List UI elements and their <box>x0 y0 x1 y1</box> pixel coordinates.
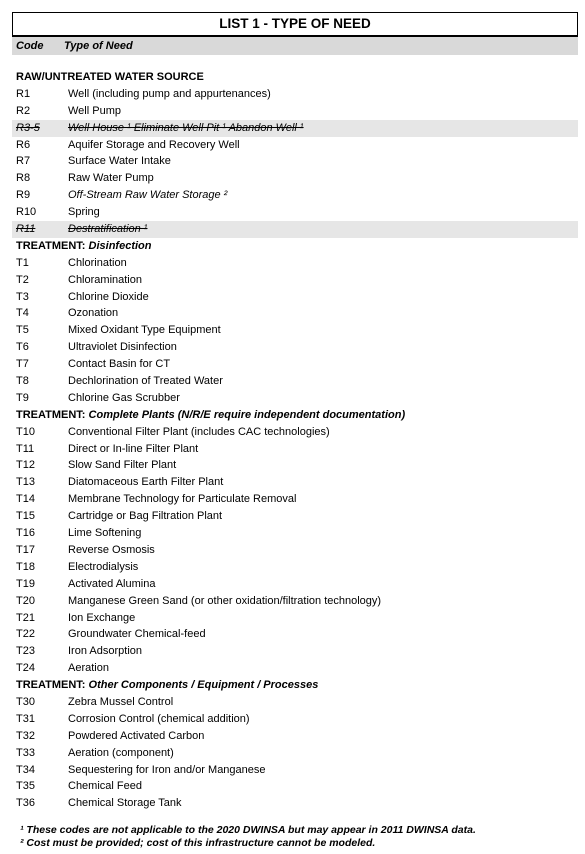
list-item <box>12 86 578 103</box>
item-code: T31 <box>16 712 35 725</box>
item-code: R7 <box>16 155 31 168</box>
list-item <box>12 120 578 137</box>
item-description: Raw Water Pump <box>68 172 154 185</box>
item-code: T36 <box>16 797 35 810</box>
list-item <box>12 643 578 660</box>
item-code: T8 <box>16 375 29 388</box>
list-item <box>12 745 578 762</box>
list-item <box>12 103 578 120</box>
item-description: Manganese Green Sand (or other oxidation/filtration technology) <box>68 594 382 607</box>
item-code: T30 <box>16 695 35 708</box>
item-code: T4 <box>16 307 29 320</box>
list-item <box>12 728 578 745</box>
item-description: Groundwater Chemical-feed <box>68 628 206 641</box>
section-header <box>12 238 578 255</box>
item-description: Chlorine Gas Scrubber <box>68 391 180 404</box>
item-code: T7 <box>16 358 29 371</box>
list-item <box>12 542 578 559</box>
list-item <box>12 170 578 187</box>
item-code: T34 <box>16 763 35 776</box>
item-code: T33 <box>16 746 35 759</box>
section-label: TREATMENT: <box>16 239 86 252</box>
section-header <box>12 69 578 86</box>
item-code: T32 <box>16 729 35 742</box>
section-subtitle: Other Components / Equipment / Processes <box>88 679 319 692</box>
item-description: Aeration <box>68 662 109 675</box>
list-item <box>12 474 578 491</box>
section-label: TREATMENT: <box>16 679 86 692</box>
item-code: T15 <box>16 510 35 523</box>
item-description: Diatomaceous Earth Filter Plant <box>68 476 224 489</box>
column-header-row <box>12 37 578 55</box>
item-description: Aeration (component) <box>68 746 174 759</box>
section-label: TREATMENT: <box>16 408 86 421</box>
item-description: Chlorination <box>68 256 127 269</box>
list-item <box>12 187 578 204</box>
item-description: Corrosion Control (chemical addition) <box>68 712 250 725</box>
item-code: T23 <box>16 645 35 658</box>
list-item <box>12 221 578 238</box>
item-description: Chloramination <box>68 273 142 286</box>
list-item <box>12 390 578 407</box>
column-header-type: Type of Need <box>64 40 133 52</box>
section-label: RAW/UNTREATED WATER SOURCE <box>16 71 204 83</box>
item-description: Chlorine Dioxide <box>68 290 149 303</box>
item-description: Destratification ¹ <box>68 223 148 236</box>
item-code: T22 <box>16 628 35 641</box>
item-code: T35 <box>16 780 35 793</box>
item-code: T18 <box>16 560 35 573</box>
item-description: Iron Adsorption <box>68 645 142 658</box>
item-description: Well (including pump and appurtenances) <box>68 87 271 100</box>
item-description: Reverse Osmosis <box>68 543 155 556</box>
item-code: T16 <box>16 527 35 540</box>
list-item <box>12 373 578 390</box>
section-header <box>12 677 578 694</box>
item-code: T3 <box>16 290 29 303</box>
list-item <box>12 778 578 795</box>
need-list <box>12 69 578 812</box>
item-code: T20 <box>16 594 35 607</box>
column-header-code: Code <box>16 40 44 52</box>
section-subtitle: Complete Plants (N/R/E require independent documentation) <box>88 408 406 421</box>
spacer <box>12 55 578 69</box>
item-description: Contact Basin for CT <box>68 358 171 371</box>
item-description: Chemical Storage Tank <box>68 797 182 810</box>
item-code: T19 <box>16 577 35 590</box>
list-item <box>12 305 578 322</box>
item-description: Off-Stream Raw Water Storage ² <box>68 189 228 202</box>
item-code: T11 <box>16 442 35 455</box>
list-item <box>12 660 578 677</box>
item-code: T10 <box>16 425 35 438</box>
footnote-1: ¹ These codes are not applicable to the 2020 DWINSA but may appear in 2011 DWINSA data. <box>20 824 476 837</box>
item-code: T6 <box>16 341 29 354</box>
item-description: Chemical Feed <box>68 780 142 793</box>
list-item <box>12 762 578 779</box>
item-code: R3-5 <box>16 121 40 134</box>
item-description: Mixed Oxidant Type Equipment <box>68 324 221 337</box>
list-item <box>12 204 578 221</box>
list-item <box>12 593 578 610</box>
list-title: LIST 1 - TYPE OF NEED <box>12 12 578 37</box>
item-description: Cartridge or Bag Filtration Plant <box>68 510 223 523</box>
item-description: Dechlorination of Treated Water <box>68 375 223 388</box>
item-code: R1 <box>16 87 31 100</box>
item-description: Zebra Mussel Control <box>68 695 174 708</box>
item-description: Ultraviolet Disinfection <box>68 341 177 354</box>
item-code: R6 <box>16 138 31 151</box>
list-item <box>12 356 578 373</box>
footnotes <box>12 824 578 850</box>
list-item <box>12 694 578 711</box>
item-description: Well Pump <box>68 104 121 117</box>
item-code: R9 <box>16 189 31 202</box>
list-item <box>12 559 578 576</box>
item-description: Powdered Activated Carbon <box>68 729 205 742</box>
list-item <box>12 576 578 593</box>
list-item <box>12 339 578 356</box>
item-code: T5 <box>16 324 29 337</box>
item-description: Direct or In-line Filter Plant <box>68 442 199 455</box>
item-code: T21 <box>16 611 35 624</box>
list-item <box>12 491 578 508</box>
item-code: T12 <box>16 459 35 472</box>
item-code: R11 <box>16 223 36 236</box>
item-code: T2 <box>16 273 29 286</box>
list-item <box>12 711 578 728</box>
list-item <box>12 610 578 627</box>
item-code: T14 <box>16 493 35 506</box>
item-description: Electrodialysis <box>68 560 139 573</box>
item-description: Ozonation <box>68 307 119 320</box>
item-code: R2 <box>16 104 31 117</box>
list-item <box>12 289 578 306</box>
list-item <box>12 255 578 272</box>
item-description: Activated Alumina <box>68 577 156 590</box>
document <box>12 12 578 850</box>
item-code: T17 <box>16 543 35 556</box>
list-item <box>12 322 578 339</box>
list-item <box>12 137 578 154</box>
item-description: Ion Exchange <box>68 611 136 624</box>
list-item <box>12 441 578 458</box>
list-item <box>12 153 578 170</box>
item-code: T9 <box>16 391 29 404</box>
list-item <box>12 525 578 542</box>
item-description: Membrane Technology for Particulate Removal <box>68 493 297 506</box>
list-item <box>12 457 578 474</box>
item-description: Surface Water Intake <box>68 155 171 168</box>
item-description: Aquifer Storage and Recovery Well <box>68 138 240 151</box>
list-item <box>12 795 578 812</box>
footnote-2: ² Cost must be provided; cost of this infrastructure cannot be modeled. <box>20 837 376 850</box>
item-description: Lime Softening <box>68 527 142 540</box>
list-item <box>12 508 578 525</box>
item-description: Spring <box>68 206 100 219</box>
item-code: T24 <box>16 662 35 675</box>
item-code: T1 <box>16 256 29 269</box>
item-code: T13 <box>16 476 35 489</box>
item-description: Well House ¹ Eliminate Well Pit ¹ Abandon Well ¹ <box>68 121 304 134</box>
list-item <box>12 272 578 289</box>
item-description: Sequestering for Iron and/or Manganese <box>68 763 266 776</box>
item-code: R8 <box>16 172 31 185</box>
list-item <box>12 626 578 643</box>
section-subtitle: Disinfection <box>88 239 152 252</box>
item-code: R10 <box>16 206 37 219</box>
item-description: Slow Sand Filter Plant <box>68 459 177 472</box>
list-item <box>12 424 578 441</box>
item-description: Conventional Filter Plant (includes CAC technologies) <box>68 425 330 438</box>
section-header <box>12 407 578 424</box>
